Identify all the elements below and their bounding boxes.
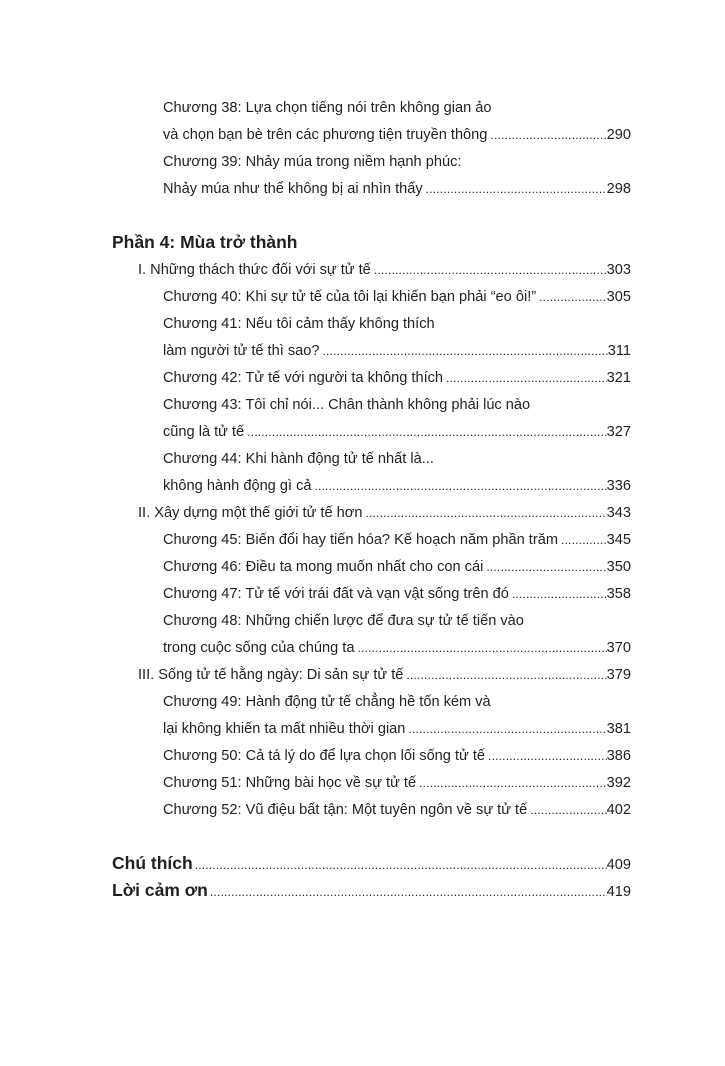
toc-page-number: 350 [606,559,631,575]
toc-entry-chapter-38-line2 [163,125,631,145]
toc-entry-chapter-42 [163,368,631,388]
toc-entry-text: Chương 42: Tử tế với người ta không thích [163,370,444,386]
toc-page-number: 370 [606,640,631,656]
toc-page-number: 381 [606,721,631,737]
toc-entry-text: Chương 51: Những bài học về sự tử tế [163,775,417,791]
toc-page-number: 386 [606,748,631,764]
toc-entry-chapter-52 [163,800,631,820]
part-heading: Phần 4: Mùa trở thành [112,232,298,252]
toc-entry-text: Chương 39: Nhảy múa trong niềm hạnh phúc: [163,154,462,170]
leader-dots [490,125,606,145]
toc-entry-text: Chương 47: Tử tế với trái đất và vạn vật sống trên đó [163,586,509,602]
leader-dots [374,260,607,280]
toc-entry-chapter-44-line1 [163,449,434,469]
toc-entry-text: Chương 44: Khi hành động tử tế nhất là... [163,451,434,467]
toc-entry-text: Chương 38: Lựa chọn tiếng nói trên không gian ảo [163,100,492,116]
toc-page-number: 345 [606,532,631,548]
leader-dots [530,800,606,820]
toc-section-3 [138,665,631,685]
toc-entry-text: cũng là tử tế [163,424,245,440]
toc-entry-chapter-44-line2 [163,476,631,496]
toc-page-number: 327 [606,424,631,440]
toc-acknowledgements [112,878,631,904]
toc-notes [112,851,631,877]
leader-dots [247,422,606,442]
toc-entry-chapter-39-line2 [163,179,631,199]
toc-entry-chapter-43-line2 [163,422,631,442]
toc-entry-chapter-45 [163,530,631,550]
toc-page-number: 419 [606,884,631,900]
toc-entry-chapter-43-line1 [163,395,530,415]
toc-page-number: 358 [606,586,631,602]
leader-dots [365,503,606,523]
leader-dots [488,746,607,766]
toc-page-number: 303 [606,262,631,278]
toc-entry-chapter-47 [163,584,631,604]
toc-page-number: 290 [606,127,631,143]
toc-entry-chapter-41-line1 [163,314,435,334]
toc-entry-text: Chương 41: Nếu tôi cảm thấy không thích [163,316,435,332]
toc-entry-text: I. Những thách thức đối với sự tử tế [138,262,371,278]
leader-dots [322,341,607,361]
toc-entry-text: Chương 52: Vũ điệu bất tận: Một tuyên ngôn về sự tử tế [163,802,528,818]
toc-entry-text: trong cuộc sống của chúng ta [163,640,355,656]
leader-dots [406,665,606,685]
toc-page-number: 402 [606,802,631,818]
toc-section-1 [138,260,631,280]
toc-page-number: 298 [606,181,631,197]
toc-entry-chapter-49-line2 [163,719,631,739]
toc-entry-chapter-51 [163,773,631,793]
leader-dots [539,287,607,307]
toc-entry-text: Lời cảm ơn [112,880,208,900]
toc-page-number: 336 [606,478,631,494]
toc-page-number: 343 [606,505,631,521]
toc-entry-text: Chương 40: Khi sự tử tế của tôi lại khiến bạn phải “eo ôi!” [163,289,537,305]
toc-entry-text: lại không khiến ta mất nhiều thời gian [163,721,406,737]
toc-entry-text: Chương 50: Cả tá lý do để lựa chọn lối sống tử tế [163,748,486,764]
toc-entry-chapter-50 [163,746,631,766]
toc-entry-text: Chú thích [112,853,193,873]
toc-entry-text: II. Xây dựng một thế giới tử tế hơn [138,505,363,521]
toc-entry-chapter-46 [163,557,631,577]
toc-entry-text: Chương 45: Biến đổi hay tiến hóa? Kế hoạch năm phần trăm [163,532,558,548]
leader-dots [446,368,607,388]
toc-page-number: 305 [606,289,631,305]
toc-entry-chapter-40 [163,287,631,307]
toc-entry-text: Chương 48: Những chiến lược để đưa sự tử tế tiến vào [163,613,524,629]
leader-dots [561,530,607,550]
toc-entry-chapter-49-line1 [163,692,491,712]
toc-entry-text: không hành động gì cả [163,478,312,494]
toc-entry-chapter-48-line2 [163,638,631,658]
toc-page-number: 392 [606,775,631,791]
leader-dots [210,880,607,904]
leader-dots [357,638,606,658]
leader-dots [315,476,607,496]
leader-dots [408,719,606,739]
toc-entry-text: III. Sống tử tế hằng ngày: Di sản sự tử tế [138,667,404,683]
toc-page-number: 321 [606,370,631,386]
toc-entry-text: Chương 46: Điều ta mong muốn nhất cho con cái [163,559,484,575]
leader-dots [419,773,607,793]
leader-dots [195,853,607,877]
toc-entry-text: Chương 43: Tôi chỉ nói... Chân thành không phải lúc nào [163,397,531,413]
toc-entry-chapter-48-line1 [163,611,524,631]
toc-entry-text: làm người tử tế thì sao? [163,343,320,359]
toc-entry-text: Nhảy múa như thể không bị ai nhìn thấy [163,181,423,197]
toc-entry-chapter-38-line1 [163,98,492,118]
toc-section-2 [138,503,631,523]
leader-dots [426,179,607,199]
toc-entry-text: và chọn bạn bè trên các phương tiện truyền thông [163,127,488,143]
toc-page-number: 409 [606,857,631,873]
toc-entry-text: Chương 49: Hành động tử tế chẳng hề tốn kém và [163,694,491,710]
toc-page-number: 379 [606,667,631,683]
toc-entry-chapter-41-line2 [163,341,631,361]
leader-dots [512,584,607,604]
toc-entry-chapter-39-line1 [163,152,461,172]
leader-dots [486,557,606,577]
toc-page-number: 311 [607,343,631,359]
